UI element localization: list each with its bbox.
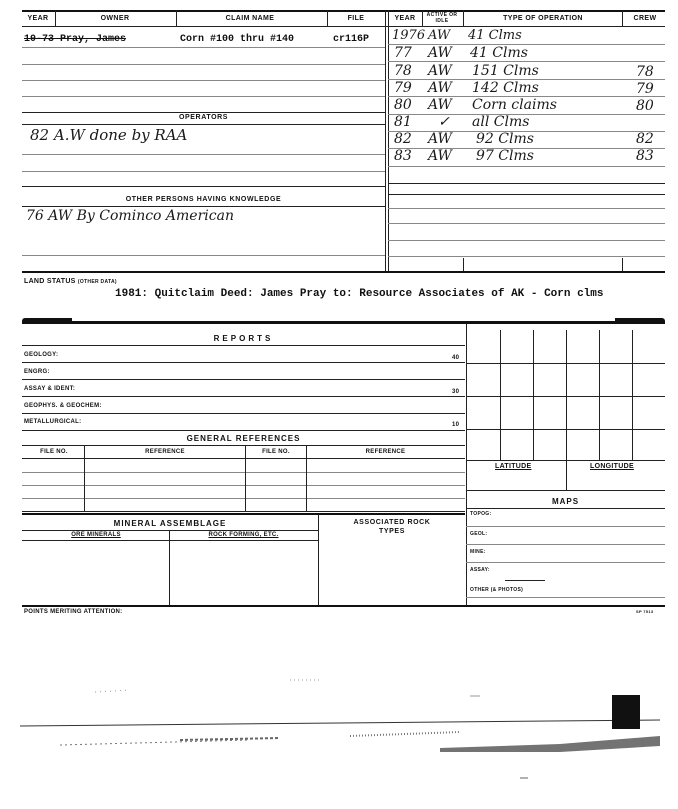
report-label: ENGRG:: [24, 369, 50, 375]
op-year: 1976: [392, 28, 426, 43]
header-active-idle: ACTIVE OR IDLE: [426, 12, 458, 24]
file-entry: cr116P: [333, 34, 370, 45]
reports-title: REPORTS: [213, 334, 274, 343]
header-type-of-operation: TYPE OF OPERATION: [503, 15, 583, 22]
op-year: 80: [394, 97, 412, 113]
general-references-title: GENERAL REFERENCES: [186, 434, 301, 443]
op-year: 83: [394, 148, 412, 164]
report-num: 40: [452, 355, 460, 361]
report-label: GEOLOGY:: [24, 352, 59, 358]
op-active: AW: [428, 148, 452, 164]
op-active: ✓: [438, 114, 450, 130]
mineral-assemblage-title: MINERAL ASSEMBLAGE: [113, 519, 227, 528]
ref-col-reference-2: REFERENCE: [365, 449, 406, 455]
op-crew: 80: [636, 98, 654, 114]
rock-forming-label: ROCK FORMING, ETC.: [208, 532, 279, 538]
op-active: AW: [428, 80, 452, 96]
op-crew: 82: [636, 131, 654, 147]
scan-noise-graphic: [0, 660, 678, 780]
land-status-label: LAND STATUS: [24, 278, 76, 285]
ore-minerals-label: ORE MINERALS: [71, 532, 121, 538]
op-crew: 83: [636, 148, 654, 164]
op-year: 81: [394, 114, 412, 130]
report-label: METALLURGICAL:: [24, 419, 82, 425]
map-item: MINE:: [470, 549, 486, 555]
header-owner: OWNER: [100, 15, 130, 22]
op-active: AW: [428, 45, 452, 61]
map-item: ASSAY:: [470, 567, 490, 573]
form-number: SP 7513: [636, 609, 654, 614]
ref-col-reference: REFERENCE: [145, 449, 185, 455]
latitude-label: LATITUDE: [495, 463, 532, 470]
claim-name-entry: Corn #100 thru #140: [180, 34, 295, 45]
header-claim-name: CLAIM NAME: [225, 15, 275, 22]
map-item: OTHER (& PHOTOS): [470, 587, 524, 593]
op-crew: 78: [636, 64, 654, 80]
op-active: AW: [428, 131, 452, 147]
op-year: 77: [394, 45, 412, 61]
header-crew: CREW: [633, 15, 657, 22]
report-num: 10: [452, 422, 460, 428]
report-num: 30: [452, 389, 460, 395]
op-type: 41 Clms: [468, 28, 522, 43]
header-file: FILE: [347, 15, 365, 22]
op-type: 92 Clms: [476, 131, 534, 147]
report-label: GEOPHYS. & GEOCHEM:: [24, 403, 102, 409]
map-item: TOPOG:: [470, 511, 492, 517]
op-active: AW: [428, 28, 451, 43]
other-persons-title: OTHER PERSONS HAVING KNOWLEDGE: [125, 196, 282, 203]
op-type: 142 Clms: [472, 80, 539, 96]
maps-title: MAPS: [551, 497, 580, 506]
longitude-label: LONGITUDE: [590, 463, 634, 470]
associated-rock-types-title: ASSOCIATED ROCK TYPES: [353, 519, 431, 535]
operators-title: OPERATORS: [178, 114, 229, 121]
op-type: all Clms: [472, 114, 530, 130]
op-year: 79: [394, 80, 412, 96]
op-year: 82: [394, 131, 412, 147]
ref-col-file-no: FILE NO.: [40, 449, 68, 455]
land-status-text: 1981: Quitclaim Deed: James Pray to: Resource Associates of AK - Corn clms: [115, 288, 604, 300]
operators-entry: 82 A.W done by RAA: [30, 126, 188, 144]
header-year: YEAR: [27, 15, 49, 22]
op-type: Corn claims: [472, 97, 557, 113]
report-label: ASSAY & IDENT:: [24, 386, 76, 392]
land-status-sub: (OTHER DATA): [77, 279, 117, 285]
ref-col-file-no-2: FILE NO.: [262, 449, 290, 455]
header-year-2: YEAR: [394, 15, 416, 22]
op-active: AW: [428, 97, 452, 113]
op-type: 41 Clms: [470, 45, 528, 61]
op-active: AW: [428, 63, 452, 79]
op-type: 151 Clms: [472, 63, 539, 79]
owner-entry: 10-73 Pray, James: [24, 34, 127, 45]
points-meriting-attention: POINTS MERITING ATTENTION:: [24, 609, 123, 615]
other-persons-entry: 76 AW By Cominco American: [26, 208, 234, 224]
op-year: 78: [394, 63, 412, 79]
op-crew: 79: [636, 81, 654, 97]
map-item: GEOL:: [470, 531, 488, 537]
op-type: 97 Clms: [476, 148, 534, 164]
